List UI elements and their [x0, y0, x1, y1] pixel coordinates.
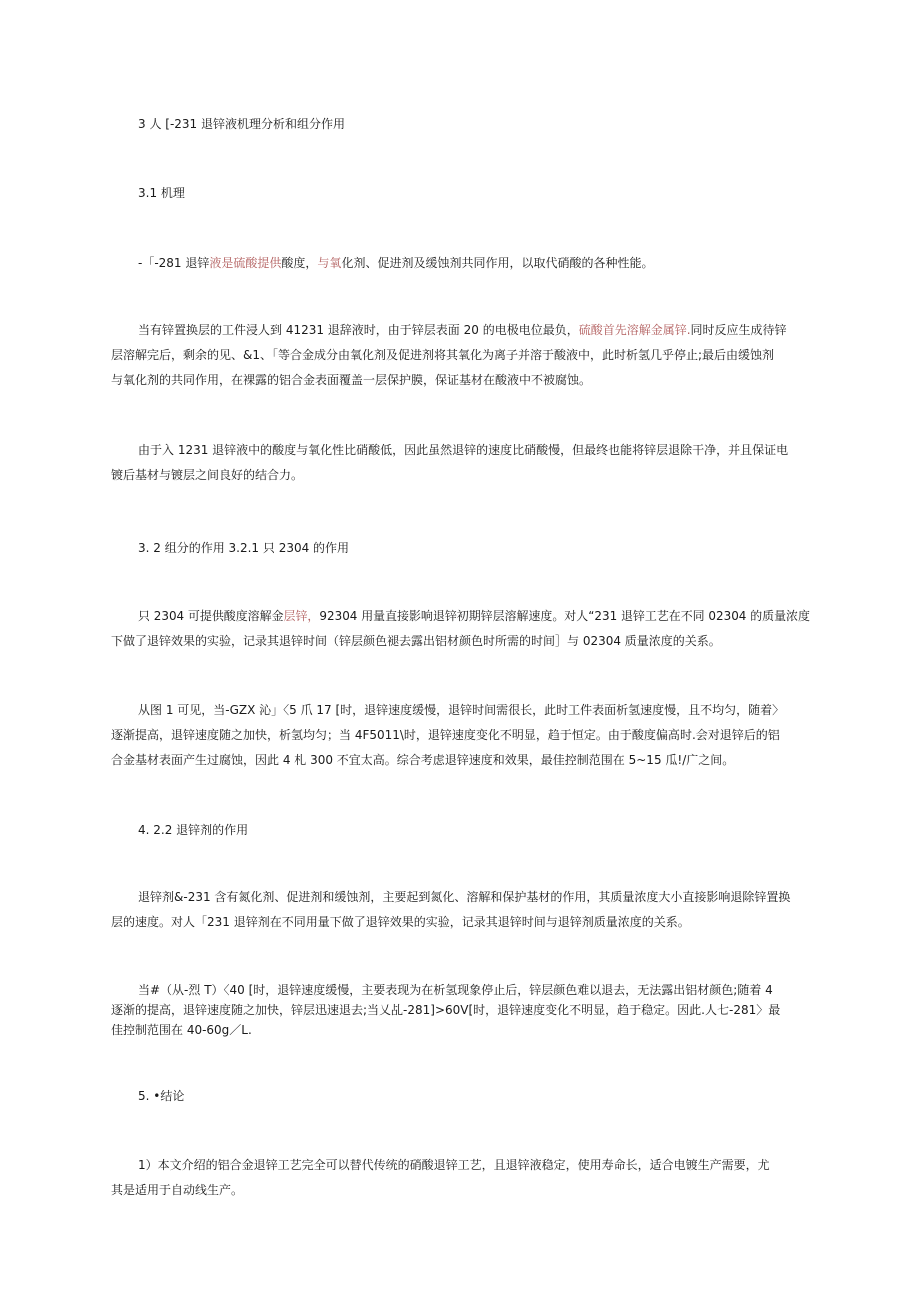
text-segment: 同时反应生成待锌: [690, 323, 787, 337]
text-segment: 只 2304 可提供酸度溶解金: [138, 609, 284, 623]
paragraph-line: 镀后基材与镀层之间良好的结合力。: [111, 468, 304, 482]
text-segment: 酸度，: [281, 256, 318, 270]
paragraph-mechanism: [138, 253, 653, 273]
paragraph-line: 下做了退锌效果的实验，记录其退锌时间（锌层颜色褪去露出铝材颜色时所需的时间］与 02304 质量浓度的关系。: [111, 634, 721, 648]
section-heading-conclusion: 5. •结论: [138, 1089, 185, 1103]
paragraph-line: [138, 606, 810, 626]
paragraph-line: 从图 1 可见，当-GZX 沁」〈5 爪 17 [时，退锌速度缓慢，退锌时间需很长，此时工件表面析氢速度慢，且不均匀，随着〉: [138, 703, 785, 717]
paragraph-line: 其是适用于自动线生产。: [111, 1183, 244, 1197]
text-segment: 92304 用量直接影响退锌初期锌层溶解速度。对人“231 退锌工艺在不同 02304 的质量浓度: [319, 609, 810, 623]
section-heading-3: 3 人 [-231 退锌液机理分析和组分作用: [138, 117, 345, 131]
text-segment: -「-281 退锌: [138, 256, 210, 270]
paragraph-line: 佳控制范围在 40-60g／L.: [111, 1023, 252, 1037]
highlighted-text: 硫酸首先溶解金属锌.: [578, 323, 691, 337]
paragraph-line: 当#（从-烈 T）〈40 [时，退锌速度缓慢，主要表现为在析氢现象停止后，锌层颜色难以退去，无法露出铝材颜色;随着 4: [138, 983, 773, 997]
highlighted-text: 液是硫酸提供: [209, 256, 282, 270]
paragraph-line: 逐渐的提高，退锌速度随之加快，锌层迅速退去;当乂乩-281]>60V[时，退锌速度变化不明显，趋于稳定。因此.人七-281〉最: [111, 1003, 781, 1017]
section-heading-3-2: 3. 2 组分的作用 3.2.1 只 2304 的作用: [138, 541, 350, 555]
paragraph-line: 1）本文介绍的铝合金退锌工艺完全可以替代传统的硝酸退锌工艺，且退锌液稳定，使用寿命长，适合电镀生产需要，尤: [138, 1158, 770, 1172]
highlighted-text: 层锌，: [283, 609, 320, 623]
paragraph-line: 合金基材表面产生过腐蚀，因此 4 札 300 不宜太高。综合考虑退锌速度和效果，最佳控制范围在 5~15 瓜!/广之间。: [111, 753, 735, 767]
section-heading-2-2: 4. 2.2 退锌剂的作用: [138, 823, 249, 837]
paragraph-line: 退锌剂&-231 含有氮化剂、促进剂和缓蚀剂，主要起到氮化、溶解和保护基材的作用，其质量浓度大小直接影响退除锌置换: [138, 890, 791, 904]
paragraph-line: 与氧化剂的共同作用，在裸露的铝合金表面覆盖一层保护膜，保证基材在酸液中不被腐蚀。: [111, 373, 592, 387]
paragraph-line: [138, 320, 787, 340]
highlighted-text: 与氧: [317, 256, 342, 270]
paragraph-line: 层溶解完后，剩余的见、&1、「等合金成分由氧化剂及促进剂将其氧化为离子并溶于酸液中，此时析氢几乎停止;最后由缓蚀剂: [111, 348, 775, 362]
paragraph-line: 由于入 1231 退锌液中的酸度与氧化性比硝酸低，因此虽然退锌的速度比硝酸慢，但最终也能将锌层退除干净，并且保证电: [138, 443, 789, 457]
paragraph-line: 层的速度。对人「231 退锌剂在不同用量下做了退锌效果的实验，记录其退锌时间与退锌剂质量浓度的关系。: [111, 915, 690, 929]
section-heading-3-1: 3.1 机理: [138, 186, 185, 200]
paragraph-line: 逐渐提高，退锌速度随之加快，析氢均匀；当 4F5011\时，退锌速度变化不明显，趋于恒定。由于酸度偏高时.会对退锌后的铝: [111, 728, 780, 742]
text-segment: 当有锌置换层的工件浸人到 41231 退辞液时，由于锌层表面 20 的电极电位最负，: [138, 323, 579, 337]
text-segment: 化剂、促进剂及缓蚀剂共同作用，以取代硝酸的各种性能。: [341, 256, 654, 270]
